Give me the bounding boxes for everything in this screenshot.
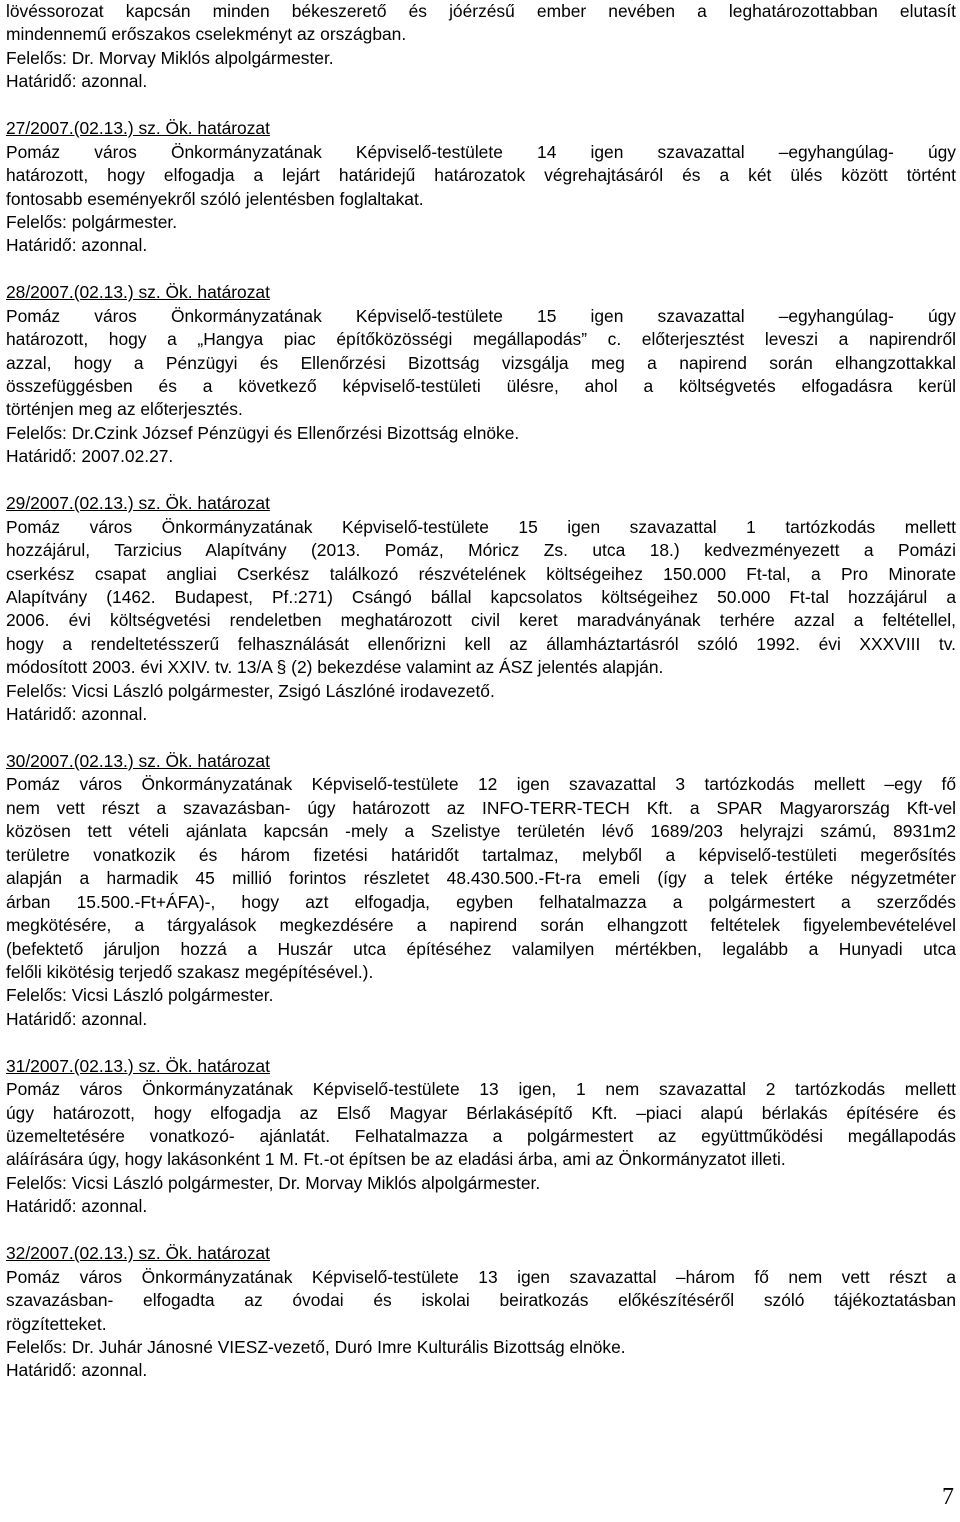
spacer [6, 469, 956, 492]
resolution-deadline: Határidő: azonnal. [6, 1196, 148, 1217]
resolution-body-line: árban 15.500.-Ft+ÁFA)-, hogy azt elfogadja, egyben felhatalmazza a polgármestert a szerződés [6, 891, 956, 912]
resolution-body-line: Pomáz város Önkormányzatának Képviselő-testülete 15 igen szavazattal 1 tartózkodás mellett [6, 516, 956, 537]
resolution-body-line: összefüggésben és a következő képviselő-testületi ülésre, ahol a költségvetés elfogadásra kerül [6, 376, 956, 396]
spacer [6, 258, 956, 281]
resolution-body-line: megkötésére, a tárgyalások megkezdésére a napirend során elhangzott feltételek figyelembevételével [6, 915, 956, 936]
resolution-heading: 29/2007.(02.13.) sz. Ök. határozat [6, 493, 270, 514]
resolution-block [6, 1031, 956, 1219]
resolution-block [6, 94, 956, 258]
resolution-block [6, 258, 956, 469]
spacer [6, 94, 956, 117]
resolution-heading: 28/2007.(02.13.) sz. Ök. határozat [6, 282, 270, 303]
intro-responsible: Felelős: Dr. Morvay Miklós alpolgármester. [6, 47, 334, 68]
resolution-deadline: Határidő: 2007.02.27. [6, 446, 174, 467]
spacer [6, 727, 956, 750]
resolution-deadline: Határidő: azonnal. [6, 1008, 148, 1029]
resolution-responsible: Felelős: Dr. Juhár Jánosné VIESZ-vezető, Duró Imre Kulturális Bizottság elnöke. [6, 1336, 626, 1357]
resolution-block [6, 727, 956, 1032]
resolution-body-line: hozzájárul, Tarzicius Alapítvány (2013. Pomáz, Móricz Zs. utca 18.) kedvezményezett a Pomázi [6, 540, 956, 561]
resolution-body-line: Pomáz város Önkormányzatának Képviselő-testülete 12 igen szavazattal 3 tartózkodás mellett –egy fő [6, 774, 956, 795]
resolution-heading: 31/2007.(02.13.) sz. Ök. határozat [6, 1055, 270, 1076]
resolution-body-line: történjen meg az előterjesztés. [6, 399, 243, 420]
resolution-heading: 32/2007.(02.13.) sz. Ök. határozat [6, 1243, 270, 1264]
intro-section [6, 0, 956, 94]
resolution-body-line: üzemeltetésére vonatkozó- ajánlatát. Felhatalmazza a polgármestert az együttműködési megállapodás [6, 1126, 956, 1146]
resolution-body-line: úgy határozott, hogy elfogadja az Első Magyar Bérlakásépítő Kft. –piaci alapú bérlakás építésére és [6, 1102, 956, 1123]
resolution-body-line: azzal, hogy a Pénzügyi és Ellenőrzési Bizottság vizsgálja meg a napirend során elhangzottakkal [6, 352, 956, 373]
resolution-body-line: nem vett részt a szavazásban- úgy határozott az INFO-TERR-TECH Kft. a SPAR Magyarország Kft-vel [6, 797, 956, 818]
intro-line: mindennemű erőszakos cselekményt az országban. [6, 24, 407, 45]
resolution-body-line: 2006. évi költségvetési rendeletben meghatározott civil keret maradványának terhére azzal a feltétellel, [6, 610, 956, 631]
resolution-deadline: Határidő: azonnal. [6, 1360, 148, 1381]
resolution-responsible: Felelős: Vicsi László polgármester, Zsigó Lászlóné irodavezető. [6, 680, 495, 701]
resolution-body-line: Pomáz város Önkormányzatának Képviselő-testülete 14 igen szavazattal –egyhangúlag- úgy [6, 141, 956, 162]
resolution-body-line: aláírására úgy, hogy lakásonként 1 M. Ft.-ot építsen be az eladási árba, ami az Önkormányzatot illeti. [6, 1149, 786, 1170]
resolution-body-line: rögzítetteket. [6, 1313, 107, 1334]
resolution-responsible: Felelős: Vicsi László polgármester. [6, 985, 274, 1006]
resolution-heading: 30/2007.(02.13.) sz. Ök. határozat [6, 751, 270, 771]
resolution-heading: 27/2007.(02.13.) sz. Ök. határozat [6, 118, 270, 139]
page-number: 7 [942, 1484, 954, 1510]
resolution-body-line: közösen tett vételi ajánlata kapcsán -mely a Szelistye területén lévő 1689/203 helyrajzi számú, 8931m2 [6, 821, 956, 842]
resolution-block [6, 1219, 956, 1383]
resolution-body-line: fontosabb eseményekről szóló jelentésben foglaltakat. [6, 188, 424, 209]
resolution-body-line: határozott, hogy elfogadja a lejárt határidejű határozatok végrehajtásáról és a két ülés között történt [6, 165, 956, 186]
resolution-body-line: (befektető járuljon hozzá a Huszár utca építéséhez valamilyen mértékben, legalább a Hunyadi utca [6, 938, 956, 959]
intro-deadline: Határidő: azonnal. [6, 71, 148, 92]
resolution-body-line: Pomáz város Önkormányzatának Képviselő-testülete 13 igen szavazattal –három fő nem vett részt a [6, 1266, 956, 1287]
resolution-responsible: Felelős: polgármester. [6, 211, 178, 232]
resolution-body-line: hogy a rendeltetésszerű felhasználását ellenőrizni kell az államháztartásról szóló 1992. évi XXXVIII tv. [6, 633, 956, 654]
resolution-responsible: Felelős: Dr.Czink József Pénzügyi és Ellenőrzési Bizottság elnöke. [6, 422, 520, 443]
resolution-body-line: területre vonatkozik és három fizetési határidőt tartalmaz, melyből a képviselő-testületi megerősítés [6, 844, 956, 865]
resolution-body-line: szavazásban- elfogadta az óvodai és iskolai beiratkozás előkészítéséről szóló tájékoztatásban [6, 1290, 956, 1311]
resolution-body-line: felőli kikötésig terjedő szakasz megépítésével.). [6, 961, 374, 982]
resolution-body-line: alapján a harmadik 45 millió forintos részletet 48.430.500.-Ft-ra emeli (így a telek értéke négyzetméter [6, 868, 956, 889]
resolutions-list [6, 94, 956, 1383]
resolution-body-line: Pomáz város Önkormányzatának Képviselő-testülete 15 igen szavazattal –egyhangúlag- úgy [6, 305, 956, 326]
resolution-body-line: módosított 2003. évi XXIV. tv. 13/A § (2) bekezdése valamint az ÁSZ jelentés alapján. [6, 657, 664, 678]
resolution-body-line: Pomáz város Önkormányzatának Képviselő-testülete 13 igen, 1 nem szavazattal 2 tartózkodás mellett [6, 1079, 956, 1100]
resolution-block [6, 469, 956, 727]
document-page [6, 0, 956, 1383]
resolution-body-line: cserkész csapat angliai Cserkész találkozó részvételének költségeihez 150.000 Ft-tal, a Pro Minorate [6, 563, 956, 584]
spacer [6, 1031, 956, 1054]
intro-line: lövéssorozat kapcsán minden békeszerető és jóérzésű ember nevében a leghatározottabban elutasít [6, 1, 956, 21]
resolution-deadline: Határidő: azonnal. [6, 235, 148, 256]
resolution-deadline: Határidő: azonnal. [6, 704, 148, 725]
resolution-body-line: Alapítvány (1462. Budapest, Pf.:271) Csángó bállal kapcsolatos költségeihez 50.000 Ft-tal hozzájárul a [6, 586, 956, 607]
resolution-responsible: Felelős: Vicsi László polgármester, Dr. Morvay Miklós alpolgármester. [6, 1172, 541, 1193]
resolution-body-line: határozott, hogy a „Hangya piac építőközösségi megállapodás” c. előterjesztést leveszi a napirendről [6, 329, 956, 350]
spacer [6, 1219, 956, 1242]
